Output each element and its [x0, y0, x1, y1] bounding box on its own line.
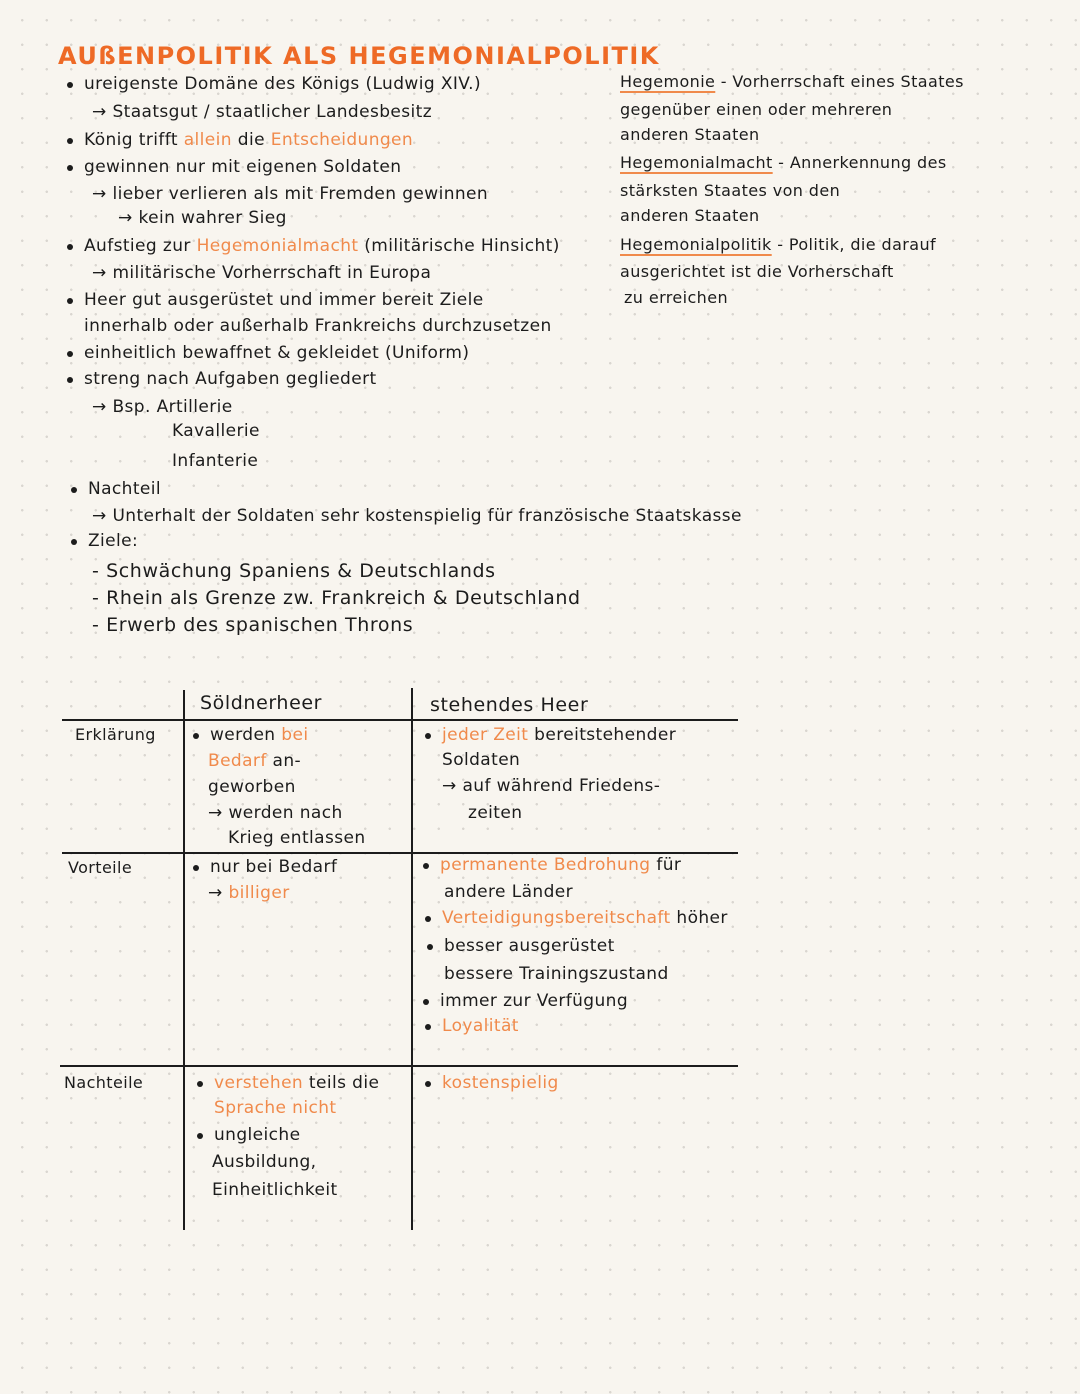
cell-erklaerung-soeldner-line3: geworben: [208, 777, 296, 797]
cell-erklaerung-soeldner-line2: Bedarf an-: [208, 751, 302, 771]
cell-erklaerung-soeldner-line5: Krieg entlassen: [228, 828, 366, 848]
note-army: Heer gut ausgerüstet und immer bereit Ziele: [84, 290, 484, 310]
definition-hegemonie-line2: gegenüber einen oder mehreren: [620, 100, 893, 119]
table-row-label-nachteile: Nachteile: [64, 1073, 144, 1092]
cell-vorteile-stehend-line3: Verteidigungsbereitschaft höher: [442, 908, 728, 928]
note-uniform: einheitlich bewaffnet & gekleidet (Uniform): [84, 343, 470, 363]
table-hline-3: [60, 1065, 738, 1067]
note-rise: Aufstieg zur Hegemonialmacht (militärische Hinsicht): [84, 236, 560, 256]
table-header-stehendes-heer: stehendes Heer: [430, 694, 589, 716]
definition-hegemonie-line3: anderen Staaten: [620, 125, 760, 144]
term-hegemonialpolitik: Hegemonialpolitik: [620, 235, 772, 254]
cell-nachteile-soeldner-line4: Ausbildung,: [212, 1152, 317, 1172]
definition-hegemonialmacht-line3: anderen Staaten: [620, 206, 760, 225]
table-row-label-vorteile: Vorteile: [68, 858, 133, 877]
highlight-entscheidungen: Entscheidungen: [270, 130, 414, 150]
cell-vorteile-stehend-line6: immer zur Verfügung: [440, 991, 629, 1011]
definition-hegemonialpolitik: Hegemonialpolitik - Politik, die darauf: [620, 235, 937, 254]
definition-hegemonialmacht: Hegemonialmacht - Annerkennung des: [620, 153, 947, 172]
cell-nachteile-soeldner-line2: Sprache nicht: [214, 1098, 337, 1118]
table-row-label-erklaerung: Erklärung: [75, 725, 156, 744]
cell-erklaerung-stehend-line4: zeiten: [468, 803, 523, 823]
definition-hegemonialmacht-line2: stärksten Staates von den: [620, 181, 841, 200]
cell-vorteile-stehend-line2: andere Länder: [444, 882, 574, 902]
table-vline-2: [411, 688, 413, 1230]
note-disadvantage-sub: → Unterhalt der Soldaten sehr kostenspielig für französische Staatskasse: [92, 506, 742, 526]
cell-nachteile-soeldner-line1: verstehen teils die: [214, 1073, 380, 1093]
cell-erklaerung-soeldner-line1: werden bei: [210, 725, 309, 745]
note-soldiers-sub2: → kein wahrer Sieg: [118, 208, 287, 228]
note-soldiers: gewinnen nur mit eigenen Soldaten: [84, 157, 402, 177]
definition-hegemonie: Hegemonie - Vorherrschaft eines Staates: [620, 72, 964, 91]
cell-erklaerung-stehend-line3: → auf während Friedens-: [442, 776, 661, 796]
definition-hegemonialpolitik-line3: zu erreichen: [624, 288, 729, 307]
note-structure-infantry: Infanterie: [172, 451, 259, 471]
cell-vorteile-stehend-line4: besser ausgerüstet: [444, 936, 615, 956]
cell-erklaerung-stehend-line2: Soldaten: [442, 750, 521, 770]
note-goals: Ziele:: [88, 531, 139, 551]
table-vline-1: [183, 690, 185, 1230]
cell-nachteile-soeldner-line3: ungleiche: [214, 1125, 301, 1145]
note-structure: streng nach Aufgaben gegliedert: [84, 369, 377, 389]
goal-rhine: - Rhein als Grenze zw. Frankreich & Deutschland: [92, 587, 581, 609]
table-hline-1: [62, 719, 738, 721]
cell-nachteile-soeldner-line5: Einheitlichkeit: [212, 1180, 338, 1200]
definition-hegemonialpolitik-line2: ausgerichtet ist die Vorherschaft: [620, 262, 894, 281]
note-structure-example: → Bsp. Artillerie: [92, 397, 233, 417]
cell-vorteile-soeldner-line2: → billiger: [208, 883, 290, 903]
goal-weaken: - Schwächung Spaniens & Deutschlands: [92, 560, 496, 582]
cell-vorteile-soeldner-line1: nur bei Bedarf: [210, 857, 338, 877]
note-rise-sub: → militärische Vorherrschaft in Europa: [92, 263, 432, 283]
goal-throne: - Erwerb des spanischen Throns: [92, 614, 414, 636]
note-soldiers-sub1: → lieber verlieren als mit Fremden gewinnen: [92, 184, 489, 204]
cell-vorteile-stehend-line5: bessere Trainingszustand: [444, 964, 669, 984]
note-decisions: König trifft allein die Entscheidungen: [84, 130, 414, 150]
highlight-hegemonialmacht: Hegemonialmacht: [196, 236, 359, 256]
note-domain-sub: → Staatsgut / staatlicher Landesbesitz: [92, 102, 433, 122]
cell-nachteile-stehend-line1: kostenspielig: [442, 1073, 559, 1093]
note-structure-cavalry: Kavallerie: [172, 421, 260, 441]
cell-erklaerung-stehend-line1: jeder Zeit bereitstehender: [442, 725, 677, 745]
highlight-allein: allein: [183, 130, 232, 150]
note-army-cont: innerhalb oder außerhalb Frankreichs durchzusetzen: [84, 316, 552, 336]
page-title: AUßENPOLITIK ALS HEGEMONIALPOLITIK: [58, 42, 660, 70]
note-disadvantage: Nachteil: [88, 479, 162, 499]
term-hegemonialmacht: Hegemonialmacht: [620, 153, 773, 172]
table-hline-2: [62, 852, 738, 854]
cell-erklaerung-soeldner-line4: → werden nach: [208, 803, 343, 823]
cell-vorteile-stehend-line1: permanente Bedrohung für: [440, 855, 682, 875]
note-domain: ureigenste Domäne des Königs (Ludwig XIV.): [84, 74, 481, 94]
cell-vorteile-stehend-line7: Loyalität: [442, 1016, 519, 1036]
table-header-soeldnerheer: Söldnerheer: [200, 692, 323, 714]
term-hegemonie: Hegemonie: [620, 72, 716, 91]
